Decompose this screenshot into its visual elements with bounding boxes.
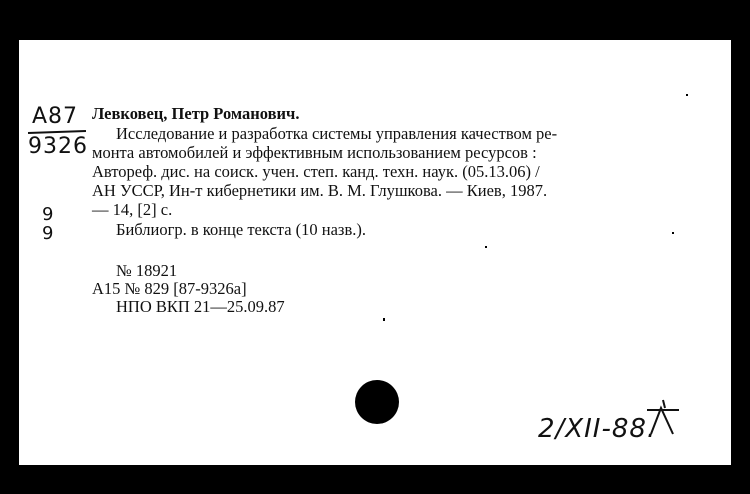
scan-speck bbox=[686, 94, 688, 96]
scan-speck bbox=[485, 246, 487, 248]
record-accession: А15 № 829 [87-9326а] bbox=[92, 279, 247, 298]
punch-hole bbox=[355, 380, 399, 424]
scan-speck bbox=[383, 318, 385, 321]
description-line-2: монта автомобилей и эффективным использованием ресурсов : bbox=[92, 143, 537, 162]
description-line-4: АН УССР, Ин-т кибернетики им. В. М. Глушкова. — Киев, 1987. bbox=[92, 181, 548, 200]
call-number-top: A87 bbox=[32, 104, 79, 129]
call-number-bottom: 9326 bbox=[28, 134, 88, 159]
author-heading: Левковец, Петр Романович. bbox=[92, 104, 300, 123]
description-line-3: Автореф. дис. на соиск. учен. степ. канд. техн. наук. (05.13.06) / bbox=[92, 162, 540, 181]
record-number: № 18921 bbox=[116, 261, 178, 280]
margin-note: 9 bbox=[42, 204, 55, 225]
description-line-1: Исследование и разработка системы управления качеством ре- bbox=[116, 124, 558, 143]
description-line-5: — 14, [2] с. bbox=[92, 200, 173, 219]
handwritten-date: 2/XII-88. bbox=[538, 414, 657, 444]
handwritten-initial bbox=[643, 398, 683, 442]
scan-speck bbox=[672, 232, 674, 234]
margin-note-second: 9 bbox=[42, 223, 55, 244]
bibliography-note: Библиогр. в конце текста (10 назв.). bbox=[116, 220, 366, 239]
record-agency: НПО ВКП 21—25.09.87 bbox=[116, 297, 285, 316]
